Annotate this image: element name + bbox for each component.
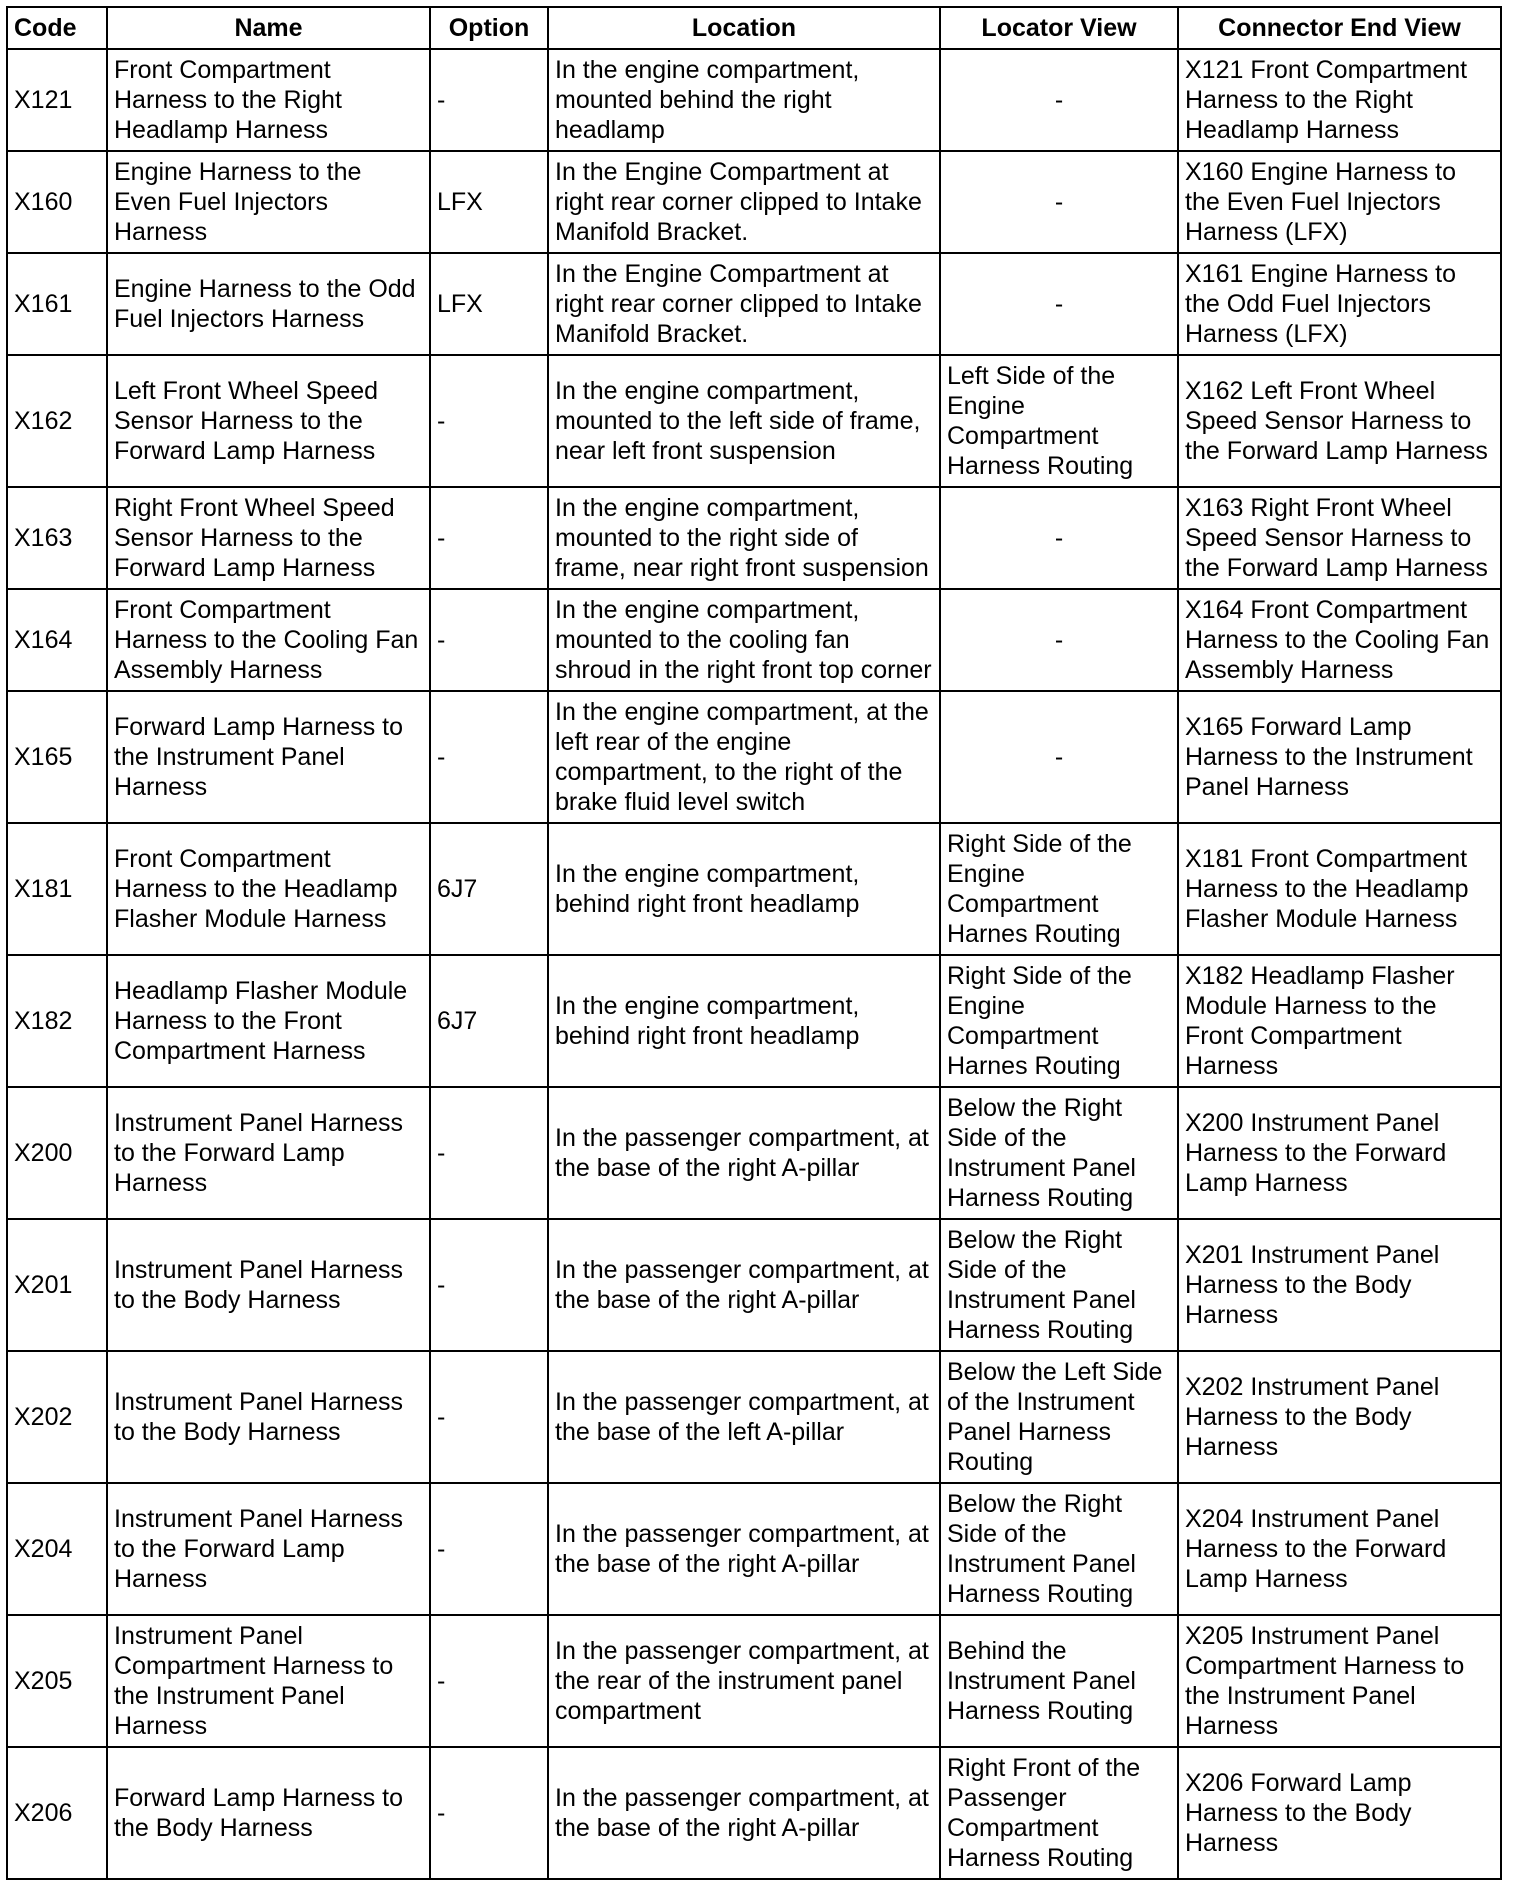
cell-locator-view: - xyxy=(940,151,1178,253)
cell-locator-view: Behind the Instrument Panel Harness Routing xyxy=(940,1615,1178,1747)
cell-locator-view: - xyxy=(940,589,1178,691)
cell-name: Instrument Panel Harness to the Forward Lamp Harness xyxy=(107,1483,430,1615)
header-name: Name xyxy=(107,7,430,49)
cell-option: - xyxy=(430,1747,548,1879)
table-row xyxy=(7,823,1501,955)
cell-locator-view: Right Front of the Passenger Compartment Harness Routing xyxy=(940,1747,1178,1879)
cell-name: Forward Lamp Harness to the Body Harness xyxy=(107,1747,430,1879)
cell-connector-end-view: X201 Instrument Panel Harness to the Body Harness xyxy=(1178,1219,1501,1351)
table-row xyxy=(7,1747,1501,1879)
cell-option: - xyxy=(430,49,548,151)
cell-code: X163 xyxy=(7,487,107,589)
cell-option: - xyxy=(430,589,548,691)
table-row xyxy=(7,691,1501,823)
cell-connector-end-view: X181 Front Compartment Harness to the Headlamp Flasher Module Harness xyxy=(1178,823,1501,955)
cell-option: LFX xyxy=(430,253,548,355)
header-code: Code xyxy=(7,7,107,49)
cell-name: Front Compartment Harness to the Right Headlamp Harness xyxy=(107,49,430,151)
cell-locator-view: Below the Right Side of the Instrument Panel Harness Routing xyxy=(940,1087,1178,1219)
cell-location: In the passenger compartment, at the base of the right A-pillar xyxy=(548,1087,940,1219)
cell-code: X164 xyxy=(7,589,107,691)
cell-name: Instrument Panel Harness to the Forward Lamp Harness xyxy=(107,1087,430,1219)
cell-code: X182 xyxy=(7,955,107,1087)
cell-code: X200 xyxy=(7,1087,107,1219)
cell-connector-end-view: X162 Left Front Wheel Speed Sensor Harness to the Forward Lamp Harness xyxy=(1178,355,1501,487)
cell-connector-end-view: X205 Instrument Panel Compartment Harness to the Instrument Panel Harness xyxy=(1178,1615,1501,1747)
cell-name: Front Compartment Harness to the Headlamp Flasher Module Harness xyxy=(107,823,430,955)
header-connector-end-view: Connector End View xyxy=(1178,7,1501,49)
cell-locator-view: Below the Right Side of the Instrument Panel Harness Routing xyxy=(940,1483,1178,1615)
cell-location: In the passenger compartment, at the base of the left A-pillar xyxy=(548,1351,940,1483)
cell-location: In the engine compartment, behind right front headlamp xyxy=(548,823,940,955)
cell-location: In the Engine Compartment at right rear corner clipped to Intake Manifold Bracket. xyxy=(548,253,940,355)
cell-name: Front Compartment Harness to the Cooling Fan Assembly Harness xyxy=(107,589,430,691)
cell-location: In the engine compartment, mounted to the cooling fan shroud in the right front top corner xyxy=(548,589,940,691)
cell-option: - xyxy=(430,1351,548,1483)
cell-connector-end-view: X204 Instrument Panel Harness to the Forward Lamp Harness xyxy=(1178,1483,1501,1615)
cell-code: X162 xyxy=(7,355,107,487)
cell-code: X205 xyxy=(7,1615,107,1747)
cell-connector-end-view: X164 Front Compartment Harness to the Cooling Fan Assembly Harness xyxy=(1178,589,1501,691)
connector-table xyxy=(6,6,1502,1880)
header-option: Option xyxy=(430,7,548,49)
cell-code: X161 xyxy=(7,253,107,355)
table-row xyxy=(7,1615,1501,1747)
cell-connector-end-view: X121 Front Compartment Harness to the Right Headlamp Harness xyxy=(1178,49,1501,151)
cell-code: X181 xyxy=(7,823,107,955)
cell-connector-end-view: X202 Instrument Panel Harness to the Body Harness xyxy=(1178,1351,1501,1483)
cell-locator-view: Right Side of the Engine Compartment Harnes Routing xyxy=(940,823,1178,955)
cell-option: - xyxy=(430,355,548,487)
table-row xyxy=(7,1219,1501,1351)
cell-option: - xyxy=(430,691,548,823)
cell-location: In the passenger compartment, at the base of the right A-pillar xyxy=(548,1483,940,1615)
cell-location: In the engine compartment, at the left rear of the engine compartment, to the right of the brake fluid level switch xyxy=(548,691,940,823)
cell-connector-end-view: X160 Engine Harness to the Even Fuel Injectors Harness (LFX) xyxy=(1178,151,1501,253)
table-row xyxy=(7,151,1501,253)
cell-location: In the engine compartment, mounted to the left side of frame, near left front suspension xyxy=(548,355,940,487)
cell-name: Instrument Panel Harness to the Body Harness xyxy=(107,1351,430,1483)
cell-connector-end-view: X161 Engine Harness to the Odd Fuel Injectors Harness (LFX) xyxy=(1178,253,1501,355)
table-row xyxy=(7,1087,1501,1219)
cell-option: - xyxy=(430,1219,548,1351)
header-locator-view: Locator View xyxy=(940,7,1178,49)
header-location: Location xyxy=(548,7,940,49)
cell-code: X121 xyxy=(7,49,107,151)
cell-locator-view: - xyxy=(940,487,1178,589)
cell-name: Instrument Panel Compartment Harness to the Instrument Panel Harness xyxy=(107,1615,430,1747)
cell-name: Left Front Wheel Speed Sensor Harness to the Forward Lamp Harness xyxy=(107,355,430,487)
cell-option: 6J7 xyxy=(430,823,548,955)
cell-location: In the Engine Compartment at right rear corner clipped to Intake Manifold Bracket. xyxy=(548,151,940,253)
cell-location: In the passenger compartment, at the base of the right A-pillar xyxy=(548,1219,940,1351)
cell-location: In the passenger compartment, at the rear of the instrument panel compartment xyxy=(548,1615,940,1747)
cell-code: X165 xyxy=(7,691,107,823)
table-row xyxy=(7,49,1501,151)
cell-location: In the engine compartment, behind right front headlamp xyxy=(548,955,940,1087)
header-row xyxy=(7,7,1501,49)
table-row xyxy=(7,1483,1501,1615)
cell-connector-end-view: X182 Headlamp Flasher Module Harness to the Front Compartment Harness xyxy=(1178,955,1501,1087)
cell-locator-view: Below the Left Side of the Instrument Panel Harness Routing xyxy=(940,1351,1178,1483)
cell-option: - xyxy=(430,487,548,589)
cell-connector-end-view: X200 Instrument Panel Harness to the Forward Lamp Harness xyxy=(1178,1087,1501,1219)
cell-code: X160 xyxy=(7,151,107,253)
cell-locator-view: - xyxy=(940,691,1178,823)
cell-name: Instrument Panel Harness to the Body Harness xyxy=(107,1219,430,1351)
cell-option: - xyxy=(430,1483,548,1615)
cell-locator-view: Below the Right Side of the Instrument Panel Harness Routing xyxy=(940,1219,1178,1351)
cell-connector-end-view: X163 Right Front Wheel Speed Sensor Harness to the Forward Lamp Harness xyxy=(1178,487,1501,589)
table-row xyxy=(7,589,1501,691)
cell-option: - xyxy=(430,1615,548,1747)
cell-location: In the passenger compartment, at the base of the right A-pillar xyxy=(548,1747,940,1879)
table-row xyxy=(7,1351,1501,1483)
table-row xyxy=(7,355,1501,487)
cell-connector-end-view: X165 Forward Lamp Harness to the Instrument Panel Harness xyxy=(1178,691,1501,823)
cell-name: Engine Harness to the Odd Fuel Injectors Harness xyxy=(107,253,430,355)
cell-name: Headlamp Flasher Module Harness to the Front Compartment Harness xyxy=(107,955,430,1087)
cell-locator-view: Right Side of the Engine Compartment Harnes Routing xyxy=(940,955,1178,1087)
cell-name: Engine Harness to the Even Fuel Injectors Harness xyxy=(107,151,430,253)
cell-location: In the engine compartment, mounted behind the right headlamp xyxy=(548,49,940,151)
table-row xyxy=(7,955,1501,1087)
cell-name: Forward Lamp Harness to the Instrument Panel Harness xyxy=(107,691,430,823)
cell-option: - xyxy=(430,1087,548,1219)
table-row xyxy=(7,487,1501,589)
cell-code: X206 xyxy=(7,1747,107,1879)
cell-locator-view: Left Side of the Engine Compartment Harness Routing xyxy=(940,355,1178,487)
cell-option: 6J7 xyxy=(430,955,548,1087)
cell-code: X204 xyxy=(7,1483,107,1615)
cell-code: X201 xyxy=(7,1219,107,1351)
cell-name: Right Front Wheel Speed Sensor Harness to the Forward Lamp Harness xyxy=(107,487,430,589)
cell-locator-view: - xyxy=(940,253,1178,355)
cell-code: X202 xyxy=(7,1351,107,1483)
cell-locator-view: - xyxy=(940,49,1178,151)
table-row xyxy=(7,253,1501,355)
cell-connector-end-view: X206 Forward Lamp Harness to the Body Harness xyxy=(1178,1747,1501,1879)
cell-option: LFX xyxy=(430,151,548,253)
cell-location: In the engine compartment, mounted to the right side of frame, near right front suspension xyxy=(548,487,940,589)
